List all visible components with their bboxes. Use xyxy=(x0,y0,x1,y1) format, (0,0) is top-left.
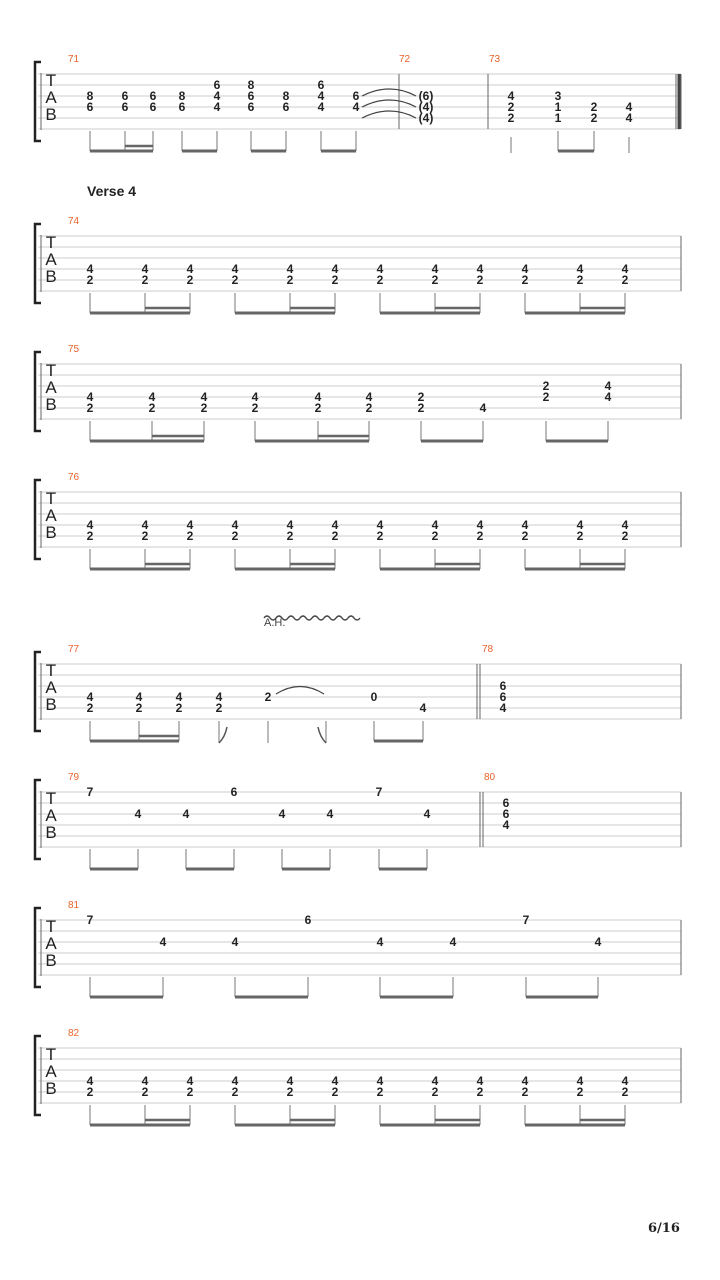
fret-number: 6 xyxy=(304,913,312,927)
fret-number: 2 xyxy=(576,273,584,287)
fret-number: 2 xyxy=(148,401,156,415)
fret-number: 2 xyxy=(231,1085,239,1099)
fret-number: 2 xyxy=(186,529,194,543)
fret-number: 7 xyxy=(86,785,94,799)
fret-number: 4 xyxy=(215,690,223,704)
fret-number: 6 xyxy=(121,89,129,103)
fret-number: 4 xyxy=(625,100,633,114)
fret-number: 4 xyxy=(86,390,94,404)
fret-number: 4 xyxy=(231,1074,239,1088)
measure-number: 80 xyxy=(484,772,496,783)
fret-number: 2 xyxy=(135,701,143,715)
fret-number: 2 xyxy=(431,273,439,287)
fret-number: 2 xyxy=(376,1085,384,1099)
fret-number: 2 xyxy=(507,111,515,125)
fret-number: 4 xyxy=(621,518,629,532)
fret-number: 2 xyxy=(621,1085,629,1099)
tab-clef-letter: B xyxy=(45,951,57,970)
fret-number: 4 xyxy=(502,818,510,832)
fret-number: 4 xyxy=(135,690,143,704)
fret-number: 4 xyxy=(251,390,259,404)
fret-number: 7 xyxy=(522,913,530,927)
fret-number: 6 xyxy=(230,785,238,799)
fret-number: 2 xyxy=(590,100,598,114)
fret-number: 6 xyxy=(121,100,129,114)
tab-clef-letter: A xyxy=(45,678,57,697)
fret-number: 2 xyxy=(476,273,484,287)
measure-number: 74 xyxy=(68,216,80,227)
fret-number: 2 xyxy=(621,273,629,287)
fret-number: 4 xyxy=(231,262,239,276)
fret-number: (4) xyxy=(418,100,434,114)
fret-number: 4 xyxy=(159,935,167,949)
fret-number: 2 xyxy=(286,1085,294,1099)
fret-number: 8 xyxy=(178,89,186,103)
fret-number: 0 xyxy=(370,690,378,704)
fret-number: 4 xyxy=(449,935,457,949)
fret-number: 4 xyxy=(507,89,515,103)
fret-number: 4 xyxy=(186,518,194,532)
fret-number: 4 xyxy=(148,390,156,404)
fret-number: 6 xyxy=(149,89,157,103)
measure-number: 79 xyxy=(68,772,80,783)
fret-number: 4 xyxy=(231,935,239,949)
tab-clef-letter: B xyxy=(45,523,57,542)
fret-number: 6 xyxy=(352,89,360,103)
tab-clef-letter: A xyxy=(45,806,57,825)
fret-number: 2 xyxy=(576,1085,584,1099)
fret-number: 4 xyxy=(576,1074,584,1088)
page-number: 6/16 xyxy=(648,1221,680,1236)
fret-number: 4 xyxy=(314,390,322,404)
fret-number: 4 xyxy=(521,1074,529,1088)
fret-number: 8 xyxy=(247,78,255,92)
fret-number: 6 xyxy=(178,100,186,114)
fret-number: 2 xyxy=(521,1085,529,1099)
fret-number: 2 xyxy=(86,1085,94,1099)
fret-number: 4 xyxy=(376,262,384,276)
fret-number: 6 xyxy=(317,78,325,92)
tab-clef-letter: T xyxy=(45,917,57,936)
tab-clef-letter: A xyxy=(45,934,57,953)
fret-number: 4 xyxy=(376,518,384,532)
fret-number: 2 xyxy=(264,690,272,704)
measure-number: 77 xyxy=(68,644,80,655)
fret-number: 1 xyxy=(554,100,562,114)
tab-clef-letter: A xyxy=(45,506,57,525)
fret-number: 6 xyxy=(502,796,510,810)
fret-number: 2 xyxy=(200,401,208,415)
fret-number: 2 xyxy=(431,529,439,543)
fret-number: 4 xyxy=(141,518,149,532)
fret-number: 2 xyxy=(231,273,239,287)
measure-number: 82 xyxy=(68,1028,80,1039)
fret-number: 4 xyxy=(621,1074,629,1088)
measure-number: 73 xyxy=(489,54,501,65)
note-flag xyxy=(219,727,227,743)
tab-clef-letter: A xyxy=(45,378,57,397)
fret-number: 4 xyxy=(476,1074,484,1088)
fret-number: 2 xyxy=(376,529,384,543)
fret-number: 4 xyxy=(476,262,484,276)
fret-number: 2 xyxy=(331,529,339,543)
tab-clef-letter: T xyxy=(45,361,57,380)
fret-number: 4 xyxy=(431,518,439,532)
fret-number: 4 xyxy=(286,1074,294,1088)
measure-number: 76 xyxy=(68,472,80,483)
fret-number: 4 xyxy=(331,262,339,276)
fret-number: 2 xyxy=(141,529,149,543)
fret-number: 4 xyxy=(376,1074,384,1088)
fret-number: 4 xyxy=(86,262,94,276)
fret-number: 4 xyxy=(86,1074,94,1088)
fret-number: 6 xyxy=(247,100,255,114)
fret-number: 4 xyxy=(521,262,529,276)
tab-clef-letter: A xyxy=(45,250,57,269)
measure-number: 78 xyxy=(482,644,494,655)
measure-number: 71 xyxy=(68,54,80,65)
fret-number: 2 xyxy=(542,390,550,404)
fret-number: 4 xyxy=(476,518,484,532)
fret-number: 2 xyxy=(286,273,294,287)
fret-number: 4 xyxy=(186,262,194,276)
fret-number: 8 xyxy=(282,89,290,103)
fret-number: 4 xyxy=(213,100,221,114)
fret-number: 2 xyxy=(521,273,529,287)
fret-number: 2 xyxy=(86,401,94,415)
measure-number: 81 xyxy=(68,900,80,911)
fret-number: 2 xyxy=(590,111,598,125)
fret-number: 2 xyxy=(365,401,373,415)
fret-number: 4 xyxy=(278,807,286,821)
fret-number: 4 xyxy=(141,1074,149,1088)
fret-number: 2 xyxy=(417,390,425,404)
tie-arc xyxy=(276,687,324,695)
tie-arc xyxy=(362,100,416,107)
fret-number: 3 xyxy=(554,89,562,103)
fret-number: 4 xyxy=(479,401,487,415)
fret-number: 4 xyxy=(419,701,427,715)
fret-number: 2 xyxy=(576,529,584,543)
tab-clef-letter: B xyxy=(45,267,57,286)
fret-number: 4 xyxy=(576,518,584,532)
tab-clef-letter: B xyxy=(45,1079,57,1098)
fret-number: 6 xyxy=(499,690,507,704)
fret-number: 2 xyxy=(186,1085,194,1099)
fret-number: 2 xyxy=(314,401,322,415)
measure-number: 72 xyxy=(399,54,411,65)
measure-number: 75 xyxy=(68,344,80,355)
fret-number: 2 xyxy=(215,701,223,715)
fret-number: 4 xyxy=(576,262,584,276)
fret-number: 2 xyxy=(141,273,149,287)
fret-number: 2 xyxy=(286,529,294,543)
fret-number: 2 xyxy=(251,401,259,415)
fret-number: 2 xyxy=(231,529,239,543)
fret-number: 2 xyxy=(331,1085,339,1099)
fret-number: 4 xyxy=(182,807,190,821)
fret-number: 4 xyxy=(625,111,633,125)
fret-number: 4 xyxy=(317,100,325,114)
fret-number: 6 xyxy=(247,89,255,103)
fret-number: 4 xyxy=(431,1074,439,1088)
fret-number: 4 xyxy=(423,807,431,821)
fret-number: 4 xyxy=(365,390,373,404)
fret-number: 2 xyxy=(86,529,94,543)
fret-number: 4 xyxy=(200,390,208,404)
tab-clef-letter: T xyxy=(45,71,57,90)
fret-number: 6 xyxy=(502,807,510,821)
tie-arc xyxy=(362,111,416,118)
fret-number: 4 xyxy=(594,935,602,949)
fret-number: 4 xyxy=(86,690,94,704)
fret-number: 2 xyxy=(86,701,94,715)
fret-number: 2 xyxy=(417,401,425,415)
fret-number: 2 xyxy=(431,1085,439,1099)
note-flag xyxy=(318,727,326,743)
fret-number: 2 xyxy=(186,273,194,287)
fret-number: 2 xyxy=(542,379,550,393)
tab-clef-letter: B xyxy=(45,395,57,414)
fret-number: 6 xyxy=(499,679,507,693)
fret-number: 4 xyxy=(604,390,612,404)
tab-clef-letter: B xyxy=(45,695,57,714)
fret-number: 6 xyxy=(213,78,221,92)
tab-clef-letter: T xyxy=(45,661,57,680)
tab-clef-letter: A xyxy=(45,1062,57,1081)
tab-clef-letter: T xyxy=(45,489,57,508)
fret-number: 4 xyxy=(175,690,183,704)
fret-number: 4 xyxy=(86,518,94,532)
fret-number: 1 xyxy=(554,111,562,125)
fret-number: 4 xyxy=(604,379,612,393)
fret-number: 4 xyxy=(286,262,294,276)
fret-number: 4 xyxy=(331,1074,339,1088)
tab-clef-letter: A xyxy=(45,88,57,107)
fret-number: 8 xyxy=(86,89,94,103)
fret-number: 4 xyxy=(326,807,334,821)
fret-number: 4 xyxy=(521,518,529,532)
fret-number: 4 xyxy=(134,807,142,821)
fret-number: 4 xyxy=(352,100,360,114)
fret-number: 4 xyxy=(331,518,339,532)
fret-number: 4 xyxy=(621,262,629,276)
fret-number: 4 xyxy=(186,1074,194,1088)
fret-number: 4 xyxy=(231,518,239,532)
fret-number: 2 xyxy=(621,529,629,543)
fret-number: 7 xyxy=(86,913,94,927)
tie-arc xyxy=(362,89,416,96)
fret-number: 2 xyxy=(331,273,339,287)
fret-number: 2 xyxy=(521,529,529,543)
fret-number: 4 xyxy=(376,935,384,949)
tab-clef-letter: T xyxy=(45,233,57,252)
fret-number: 4 xyxy=(499,701,507,715)
fret-number: 4 xyxy=(431,262,439,276)
fret-number: 2 xyxy=(507,100,515,114)
fret-number: 7 xyxy=(375,785,383,799)
fret-number: 2 xyxy=(86,273,94,287)
fret-number: 4 xyxy=(141,262,149,276)
fret-number: 6 xyxy=(282,100,290,114)
tab-clef-letter: B xyxy=(45,105,57,124)
tab-clef-letter: T xyxy=(45,789,57,808)
fret-number: 4 xyxy=(317,89,325,103)
fret-number: 2 xyxy=(476,529,484,543)
fret-number: 4 xyxy=(286,518,294,532)
fret-number: 4 xyxy=(213,89,221,103)
harmonic-label: A.H. xyxy=(264,617,286,629)
tab-clef-letter: B xyxy=(45,823,57,842)
tab-clef-letter: T xyxy=(45,1045,57,1064)
fret-number: (4) xyxy=(418,111,434,125)
fret-number: 2 xyxy=(376,273,384,287)
fret-number: 2 xyxy=(141,1085,149,1099)
fret-number: 6 xyxy=(149,100,157,114)
fret-number: 2 xyxy=(476,1085,484,1099)
section-label: Verse 4 xyxy=(87,183,137,199)
fret-number: 2 xyxy=(175,701,183,715)
fret-number: 6 xyxy=(86,100,94,114)
fret-number: (6) xyxy=(418,89,434,103)
